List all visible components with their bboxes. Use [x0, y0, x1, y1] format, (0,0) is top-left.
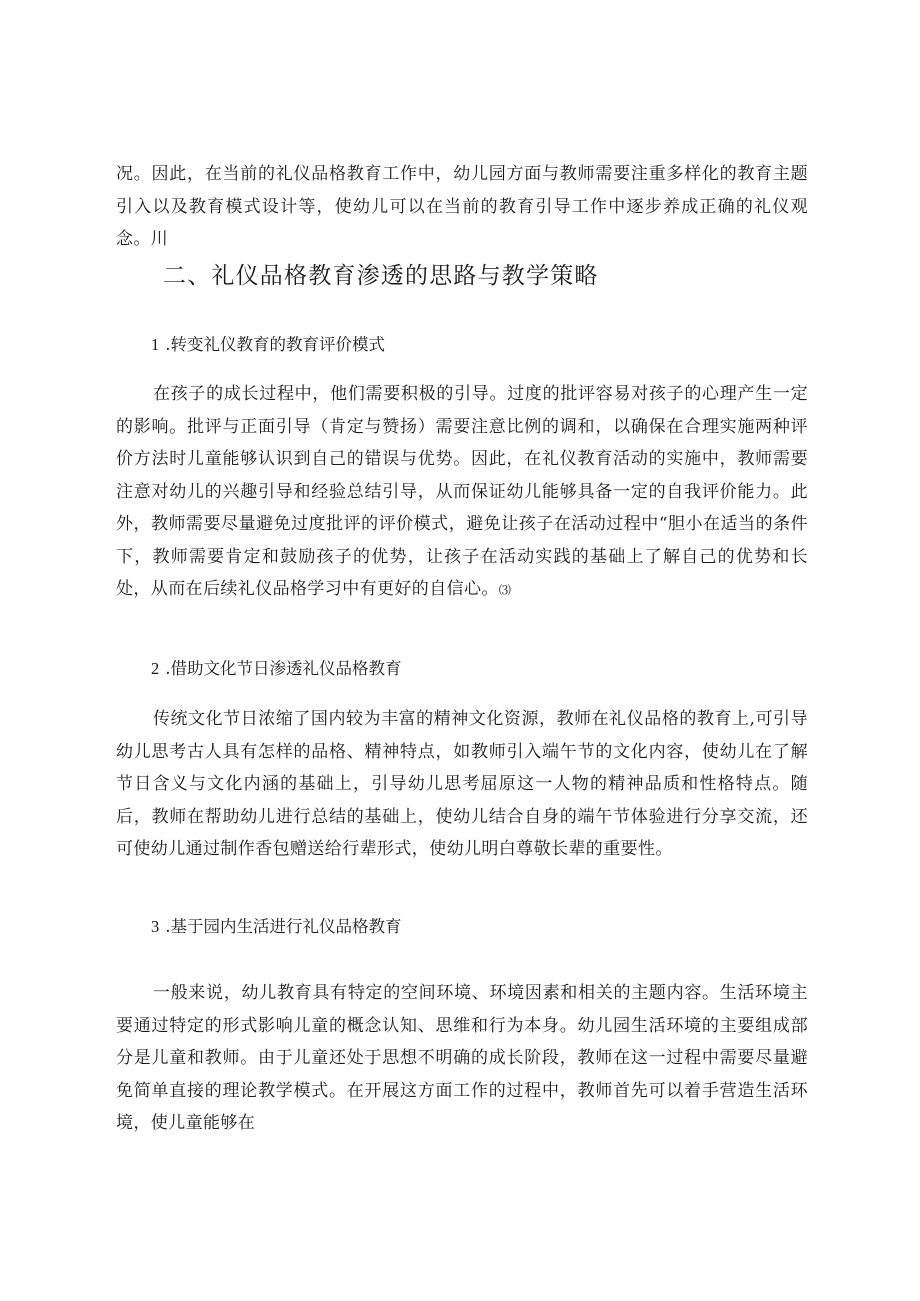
intro-paragraph: 况。因此，在当前的礼仪品格教育工作中，幼儿园方面与教师需要注重多样化的教育主题引入以及教育模式设计等，使幼儿可以在当前的教育引导工作中逐步养成正确的礼仪观念。川 [116, 164, 808, 249]
subsection-1-paragraph [116, 378, 808, 607]
subsection-1-paragraph-text: 在孩子的成长过程中，他们需要积极的引导。过度的批评容易对孩子的心理产生一定的影响。批评与正面引导（肯定与赞扬）需要注意比例的调和，以确保在合理实施两种评价方法时儿童能够认识到自己的错误与优势。因此，在礼仪教育活动的实施中，教师需要注意对幼儿的兴趣引导和经验总结引导，从而保证幼儿能够具备一定的自我评价能力。此外，教师需要尽量避免过度批评的评价模式，避免让孩子在活动过程中“胆小在适当的条件下，教师需要肯定和鼓励孩子的优势，让孩子在活动实践的基础上了解自己的优势和长处，从而在后续礼仪品格学习中有更好的自信心。 [116, 384, 808, 599]
subsection-1-number: 1 [151, 335, 160, 354]
subsection-2-number: 2 [151, 659, 160, 678]
subsection-3-heading [151, 912, 402, 942]
subsection-3-title: .基于园内生活进行礼仪品格教育 [165, 917, 402, 936]
subsection-2-title: .借助文化节日渗透礼仪品格教育 [165, 659, 402, 678]
subsection-3-number: 3 [151, 917, 160, 936]
subsection-3-paragraph: 一般来说，幼儿教育具有特定的空间环境、环境因素和相关的主题内容。生活环境主要通过特定的形式影响儿童的概念认知、思维和行为本身。幼儿园生活环境的主要组成部分是儿童和教师。由于儿童还处于思想不明确的成长阶段，教师在这一过程中需要尽量避免简单直接的理论教学模式。在开展这方面工作的过程中，教师首先可以着手营造生活环境，使儿童能够在 [116, 983, 808, 1133]
subsection-2-heading [151, 654, 402, 684]
subsection-1-heading [151, 330, 385, 360]
subsection-1-title: .转变礼仪教育的教育评价模式 [165, 335, 385, 354]
section-heading: 二、礼仪品格教育渗透的思路与教学策略 [163, 263, 599, 289]
subsection-2-paragraph: 传统文化节日浓缩了国内较为丰富的精神文化资源，教师在礼仪品格的教育上,可引导幼儿思考古人具有怎样的品格、精神特点，如教师引入端午节的文化内容，使幼儿在了解节日含义与文化内涵的基础上，引导幼儿思考屈原这一人物的精神品质和性格特点。随后，教师在帮助幼儿进行总结的基础上，使幼儿结合自身的端午节体验进行分享交流，还可使幼儿通过制作香包赠送给行辈形式，使幼儿明白尊敬长辈的重要性。 [116, 709, 808, 859]
citation-marker: ⑶ [498, 583, 511, 597]
